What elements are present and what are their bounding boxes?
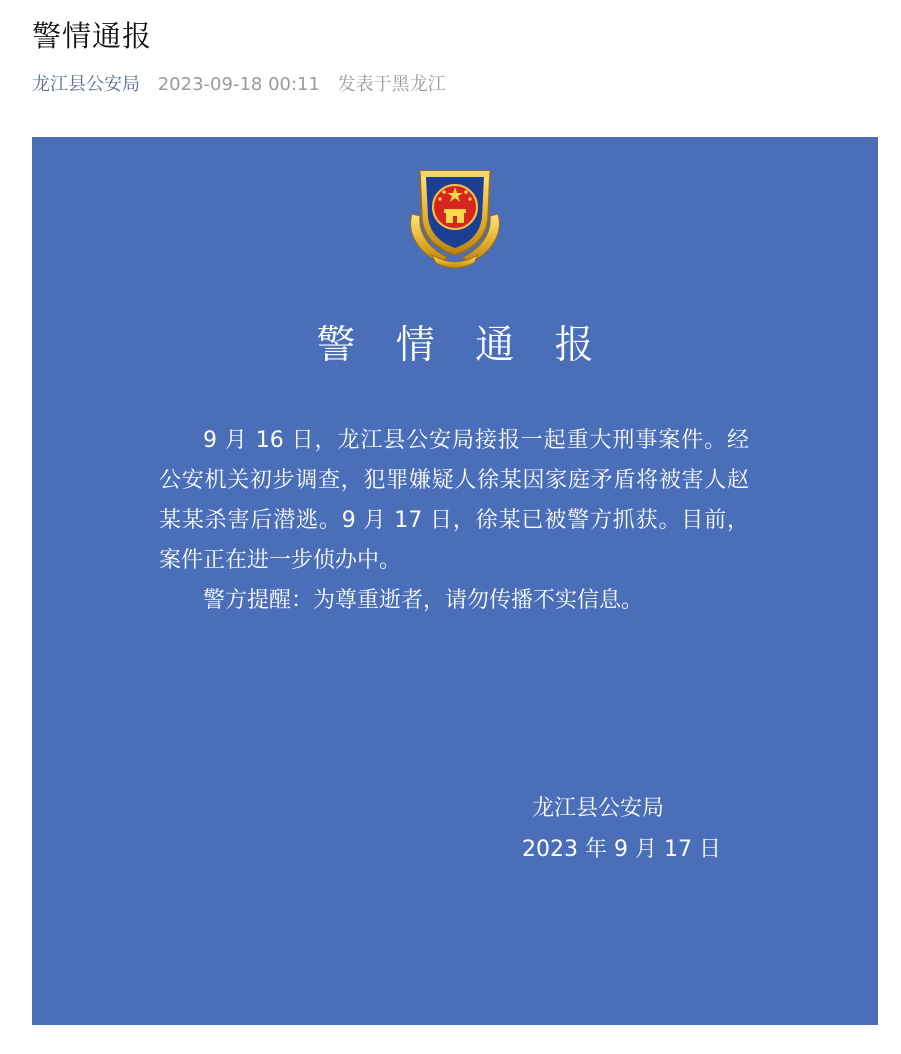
article-title: 警情通报: [32, 19, 153, 53]
notice-paragraph: 警方提醒：为尊重逝者，请勿传播不实信息。: [203, 588, 644, 613]
article-meta: [32, 70, 446, 100]
signature-organization: 龙江县公安局: [532, 796, 665, 821]
notice-heading: 警 情 通 报: [316, 323, 608, 368]
notice-body: [159, 421, 749, 621]
signature-date: 2023 年 9 月 17 日: [522, 837, 721, 862]
publish-time: 2023-09-18 00:11: [157, 74, 320, 95]
publish-location: 发表于黑龙江: [337, 74, 446, 95]
notice-paragraph: 9 月 16 日，龙江县公安局接报一起重大刑事案件。经公安机关初步调查，犯罪嫌疑人徐某因家庭矛盾将被害人赵某某杀害后潜逃。9 月 17 日，徐某已被警方抓获。目前，案件正在进一步侦办中。: [159, 428, 749, 573]
police-badge-icon: [402, 159, 508, 269]
author-link[interactable]: 龙江县公安局: [32, 74, 140, 95]
notice-image: [32, 137, 878, 1025]
